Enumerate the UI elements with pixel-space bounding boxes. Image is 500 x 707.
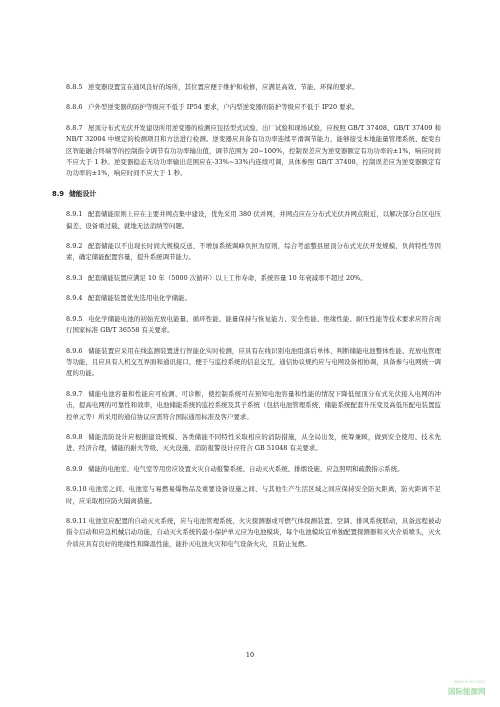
clause-number: 8.8.5 [66,83,83,91]
clause-number: 8.9.6 [66,346,83,355]
clause-number: 8.9.10 [66,485,87,494]
clause-paragraph [66,209,441,232]
clause-paragraph [66,432,441,455]
clause-paragraph [66,102,441,113]
watermark-text: 国际能源网 [448,687,486,696]
clause-text: 屋顶分布式光伏开发建设所用逆变器的检测应包括型式试验、出厂试验和现场试验，应按照 GB/T 37408、GB/T 37409 和 NB/T 32004 中规定的检测项目和方法进行检测。逆变器应具备有功功率连续平滑调节能力，能够接受本地能量管理系统、配变台区智能融合终端等的控制指令调节有功功率输出值，调节范围为 20~100%，控制误差应为逆变器额定有功功率的±1%，响应时间不应大于 1 秒。逆变器稳态无功功率输出范围应在-33%~33%内连续可调，具体参照 GB/T 37408，控制误差应为逆变器额定有功功率的±1%，响应时间不应大于 1 秒。 [66,123,441,178]
clause-paragraph [66,346,441,380]
clause-number: 8.9.2 [66,242,83,251]
clause-number: 8.9.4 [66,294,83,303]
page-body [52,82,441,559]
clause-text: 配套储能原则上应在主要并网点集中建设，优先采用 380 伏并网，并网点应在分布式光伏并网点附近，以解决部分台区电压偏差、设备重过载、就地无法消纳等问题。 [66,210,441,230]
clause-text: 储能电池容量和性能应可检测、可诊断，使控制系统可在预知电池容量和性能的情况下降低屋顶分布式光伏接入电网的冲击，提高电网的可靠性和效率，电池储能系统的监控系统及其子系统（包括电池管理系统、储能系统配套升压变及高低压配电装置监控单元等）所采用的通信协议应需符合国际通用标准及客户要求。 [66,389,441,421]
watermark-logo [440,678,498,700]
clause-paragraph [66,123,441,180]
clause-paragraph [66,273,441,284]
clause-text: 配套储能装置优先选用电化学储能。 [88,294,192,303]
clause-text: 电池室应配置的自动灭火系统，应与电池管理系统、火灾探测器或可燃气体探测装置、空调、排风系统联动，具备远程被动指令启动和应急机械启动功能，自动灭火系统的最小保护单元应为电池模块，每个电池模块宜单独配置探测器和灭火介质喷头，灭火介质应具有良好的绝缘性和降温性能，能扑灭电池火灾和电气设备火灾，且防止复燃。 [66,516,441,548]
clause-number: 8.9 [52,189,65,198]
clause-number: 8.9.5 [66,314,83,323]
clause-text: 逆变器设置宜在通风良好的场所，其位置应便于维护和检修，应满足高效、节能、环保的要求。 [88,83,359,91]
clause-paragraph [66,241,441,264]
clause-text: 配套储能以不出现长时间大规模反送、不增加系统调峰负担为原则，综合考虑整县屋顶分布式光伏开发规模、负荷特性等因素，确定储能配置容量，提升系统调节能力。 [66,242,441,262]
clause-number: 8.8.7 [66,123,83,132]
watermark-url: www.in-en.com [454,679,485,684]
section-heading [52,189,441,200]
clause-paragraph [66,82,441,93]
clause-number: 8.9.3 [66,273,83,282]
clause-paragraph [66,293,441,304]
clause-paragraph [66,464,441,475]
clause-text: 配套储能装置应满足 10 年（5000 次循环）以上工作寿命，系统容量 10 年衰减率不超过 20%。 [88,273,367,282]
clause-text: 户外型逆变器的防护等级应不低于 IP54 要求，户内型逆变器的防护等级应不低于 IP20 要求。 [88,103,359,112]
page-number: 10 [245,651,255,659]
clause-number: 8.9.1 [66,210,83,219]
clause-paragraph [66,314,441,337]
clause-paragraph [66,484,441,507]
clause-number: 8.9.11 [66,516,87,525]
clause-number: 8.8.6 [66,103,83,112]
clause-number: 8.9.9 [66,464,83,473]
clause-text: 电池室之间、电池室与易燃易爆物品及重要设备设施之间、与其他生产生活区域之间应保持安全防火距离，防火距离不足时，应采取相应防火隔离措施。 [66,485,441,505]
clause-number: 8.9.8 [66,432,83,441]
clause-paragraph [66,516,441,550]
clause-text: 储能消防设计应根据建设规模、各类储能不同特性采取相应的消防措施，从全局出发，统筹兼顾，做到安全使用、技术先进、经济合理，储能的耐火等级、灭火设施、消防报警设计应符合 GB 51048 有关要求。 [66,432,441,453]
clause-paragraph [66,389,441,423]
clause-text: 储能装置应采用在线监测装置进行智能化实时检测，应具有在线识别电池组落后单体、判断储能电池整体性能、充放电管理等功能，且应具有人机交互界面和通讯接口，便于与监控系统的信息交互，通信协议规约应与电网设备相协调，具备参与电网统一调度的功能。 [66,346,441,378]
heading-text: 储能设计 [69,189,97,198]
clause-text: 电化学储能电池的初始充放电能量、循环性能、能量保持与恢复能力、安全性能、绝缘性能、耐压性能等技术要求应符合现行国家标准 GB/T 36558 有关要求。 [66,314,441,335]
clause-number: 8.9.7 [66,389,83,398]
clause-text: 储能的电池室、电气室等用房应设置火灾自动报警系统、自动灭火系统、排烟设施、应急照明和疏散指示系统。 [88,464,404,473]
